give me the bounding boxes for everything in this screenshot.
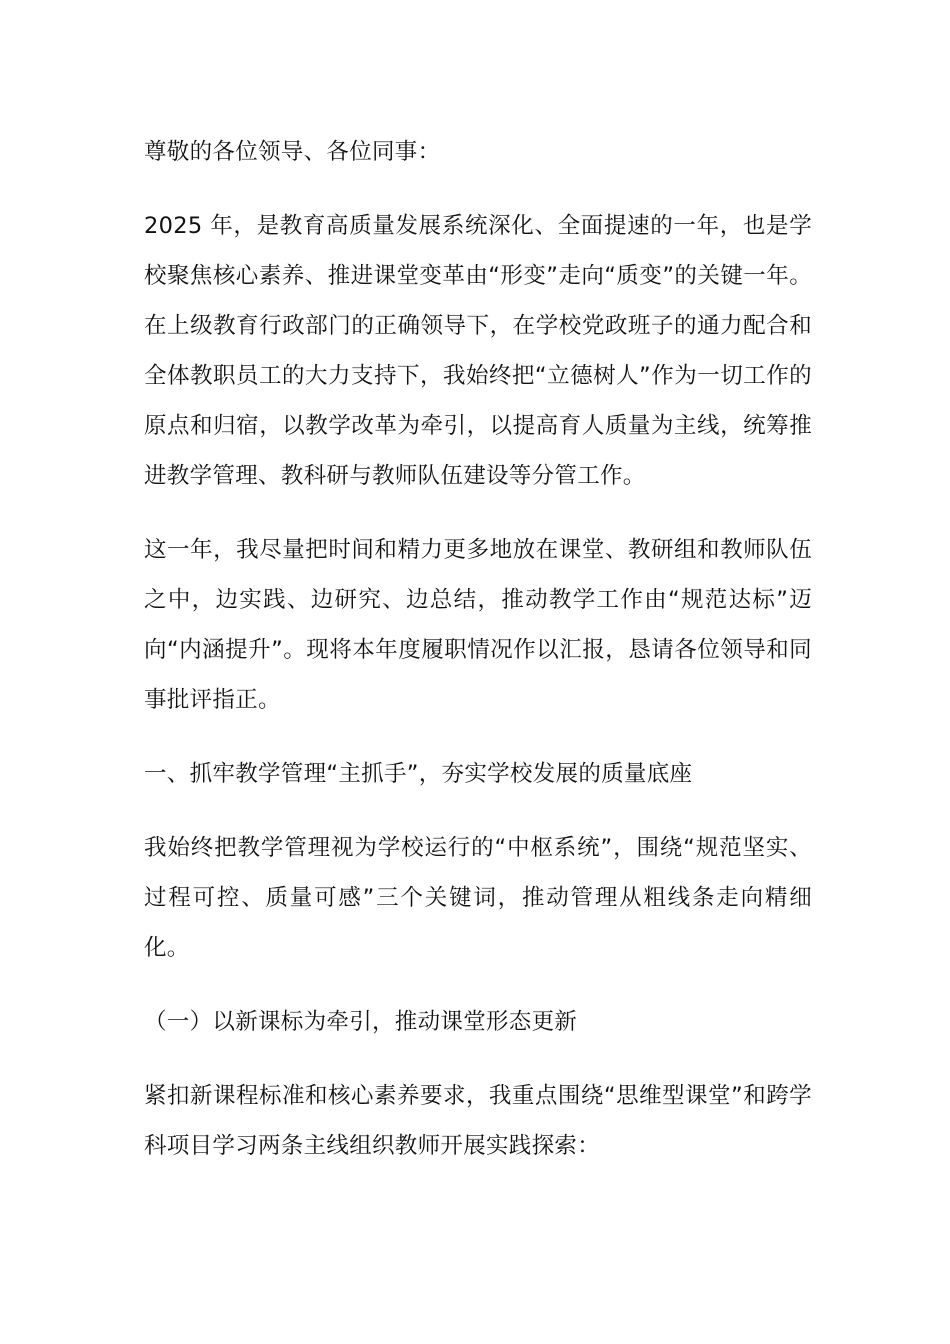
section-heading-1: 一、抓牢教学管理“主抓手”，夯实学校发展的质量底座 bbox=[144, 761, 693, 787]
intro-paragraph: 2025 年，是教育高质量发展系统深化、全面提速的一年，也是学校聚焦核心素养、推进课堂变革由“形变”走向“质变”的关键一年。在上级教育行政部门的正确领导下，在学校党政班子的通力配合和全体教职员工的大力支持下，我始终把“立德树人”作为一切工作的原点和归宿，以教学改革为牵引，以提高育人质量为主线，统筹推进教学管理、教科研与教师队伍建设等分管工作。 bbox=[144, 213, 812, 489]
document-body bbox=[144, 127, 812, 1195]
salutation: 尊敬的各位领导、各位同事： bbox=[144, 139, 441, 165]
section-1-paragraph: 我始终把教学管理视为学校运行的“中枢系统”，围绕“规范坚实、过程可控、质量可感”三个关键词，推动管理从粗线条走向精细化。 bbox=[144, 835, 812, 961]
summary-paragraph: 这一年，我尽量把时间和精力更多地放在课堂、教研组和教师队伍之中，边实践、边研究、边总结，推动教学工作由“规范达标”迈向“内涵提升”。现将本年度履职情况作以汇报，恳请各位领导和同事批评指正。 bbox=[144, 537, 812, 713]
subsection-1-paragraph: 紧扣新课程标准和核心素养要求，我重点围绕“思维型课堂”和跨学科项目学习两条主线组织教师开展实践探索： bbox=[144, 1083, 812, 1159]
subsection-heading-1: （一）以新课标为牵引，推动课堂形态更新 bbox=[144, 1009, 578, 1035]
